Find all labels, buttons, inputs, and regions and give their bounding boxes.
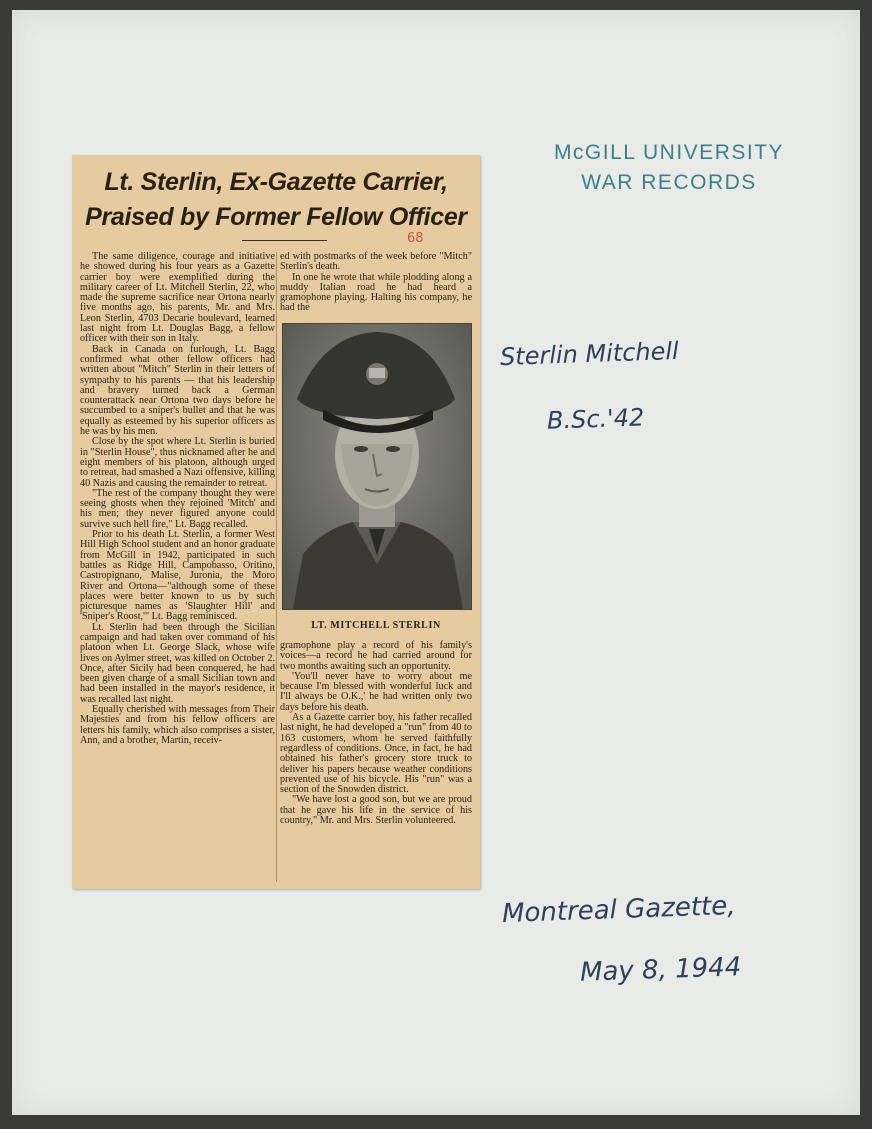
paragraph: Close by the spot where Lt. Sterlin is buried in "Sterlin House", thus nicknamed after he and eight members of his platoon, although urged to retreat, had smashed a Nazi offensive, killing 40 Nazis and causing the remainder to retreat. <box>80 436 275 489</box>
clipping-headline <box>72 165 480 235</box>
headline-rule <box>242 240 327 241</box>
paragraph: As a Gazette carrier boy, his father recalled last night, he had developed a "run" from 40 to 163 customers, whom he served faithfully regardless of conditions. Once, in fact, he had obtained his father's grocery store truck to deliver his papers because weather conditions prevented use of his bicycle. His "run" was a section of the Snowden district. <box>280 712 472 796</box>
paragraph: 'You'll never have to worry about me because I'm blessed with wonderful luck and I'll always be O.K.,' he had written only two days before his death. <box>280 670 472 713</box>
handwritten-source: Montreal Gazette, <box>501 890 736 930</box>
portrait-illustration <box>283 324 471 609</box>
article-column-2-top <box>280 252 472 314</box>
column-divider <box>276 252 277 882</box>
paragraph: In one he wrote that while plodding along a muddy Italian road he had heard a gramophone playing. Halting his company, he had the <box>280 271 472 314</box>
headline-line-2: Praised by Former Fellow Officer <box>85 203 467 231</box>
paragraph: Back in Canada on furlough, Lt. Bagg confirmed what other fellow officers had written about "Mitch" Sterlin in their letters of sympathy to his parents — that his leadership and bravery turned back a German counterattack near Ortona two days before he succumbed to a sniper's bullet and that he was equally as esteemed by his superior officers as he was by his men. <box>80 343 275 438</box>
handwritten-degree: B.Sc.'42 <box>546 403 645 435</box>
paragraph: gramophone play a record of his family's voices—a record he had carried around for two months awaiting such an opportunity. <box>280 640 472 672</box>
newspaper-clipping <box>72 155 480 889</box>
war-records-stamp <box>524 138 814 198</box>
paragraph: The same diligence, courage and initiative he showed during his four years as a Gazette carrier boy were exemplified during the military career of Lt. Mitchell Sterlin, 22, who made the supreme sacrifice near Ortona nearly five months ago, his parents, Mr. and Mrs. Leon Sterlin, 4703 Decarie boulevard, learned last night from Lt. Douglas Bagg, a fellow officer with their son in Italy. <box>80 251 275 345</box>
paragraph: "We have lost a good son, but we are proud that he gave his life in the service of his country," Mr. and Mrs. Sterlin volunteered. <box>280 794 472 827</box>
archive-sheet <box>12 10 860 1115</box>
photo-caption: LT. MITCHELL STERLIN <box>311 620 441 631</box>
article-column-2-bottom <box>280 641 472 826</box>
officer-portrait-photo <box>282 323 472 610</box>
paragraph: Lt. Sterlin had been through the Sicilian campaign and had taken over command of his platoon when Lt. George Slack, whose wife lives on Aylmer street, was killed on October 2. Once, after Sicily had been conquered, he had been given charge of a small Sicilian town and had been installed in the mayor's residence, it was recalled last night. <box>80 621 275 705</box>
handwritten-name: Sterlin Mitchell <box>499 336 680 372</box>
stamp-line-2: WAR RECORDS <box>581 171 757 194</box>
headline-line-1: Lt. Sterlin, Ex-Gazette Carrier, <box>104 168 448 196</box>
paragraph: ed with postmarks of the week before "Mitch" Sterlin's death. <box>280 251 472 273</box>
margin-mark: 68 <box>407 231 424 246</box>
paragraph: Prior to his death Lt. Sterlin, a former West Hill High School student and an honor graduate from McGill in 1942, participated in such battles as Ridge Hill, Campobasso, Oritino, Castropignano, Malise, Juronia, the Moro River and Ortona—"although some of these places were better known to us by such picturesque names as 'Slaughter Hill' and 'Sniper's Roost,'" Lt. Bagg reminisced. <box>80 529 275 623</box>
handwritten-date: May 8, 1944 <box>579 952 742 988</box>
paragraph: Equally cherished with messages from Their Majesties and from his fellow officers are letters his family, which also comprises a sister, Ann, and a brother, Martin, receiv- <box>80 704 275 746</box>
paragraph: "The rest of the company thought they were seeing ghosts when they rejoined 'Mitch' and his men; they never figured anyone could survive such hell fire," Lt. Bagg recalled. <box>80 487 275 530</box>
article-column-1 <box>80 252 275 746</box>
stamp-line-1: McGILL UNIVERSITY <box>553 141 785 164</box>
